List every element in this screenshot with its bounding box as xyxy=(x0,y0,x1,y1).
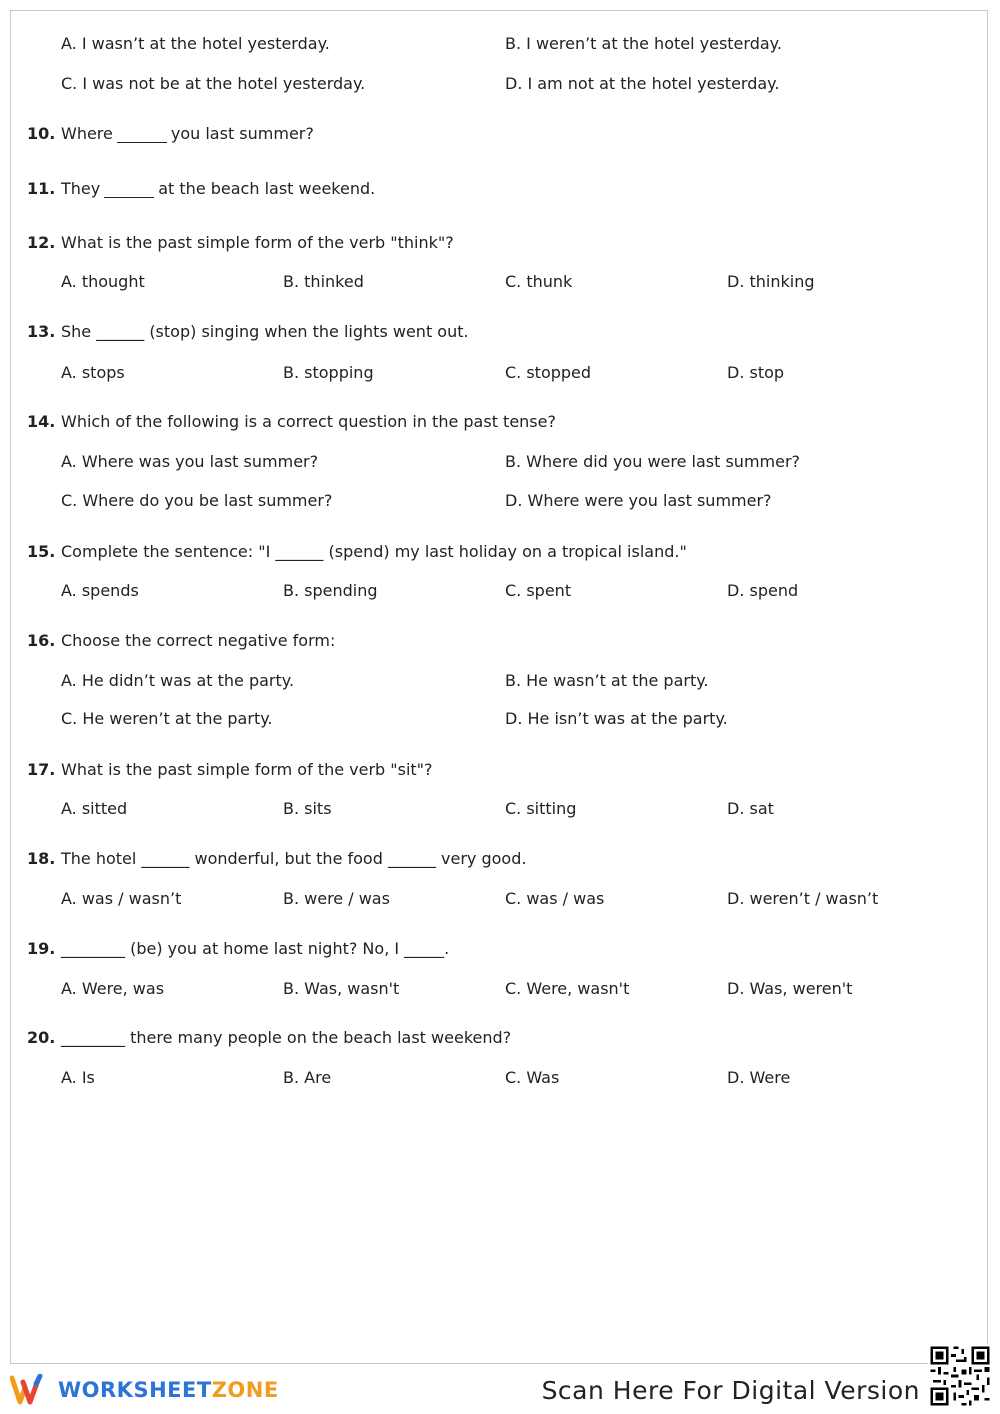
scan-here-label: Scan Here For Digital Version xyxy=(541,1376,920,1405)
worksheetzone-logo[interactable] xyxy=(10,1374,279,1406)
q18-option-a: A. was / wasn’t xyxy=(61,888,182,908)
question-number: 14. xyxy=(27,411,56,431)
q20-option-a: A. Is xyxy=(61,1067,95,1087)
q14-option-d: D. Where were you last summer? xyxy=(505,490,772,510)
q14-option-b: B. Where did you were last summer? xyxy=(505,451,801,471)
question-number: 15. xyxy=(27,541,56,561)
q12-option-b: B. thinked xyxy=(283,271,364,291)
question-text-before: Where xyxy=(61,123,113,143)
q12-option-d: D. thinking xyxy=(727,271,815,291)
question-text: The hotel ______ wonderful, but the food ______ very good. xyxy=(61,848,527,868)
question-number: 10. xyxy=(27,123,56,143)
q15-option-d: D. spend xyxy=(727,580,799,600)
question-19 xyxy=(27,936,449,960)
q9-options-row-1 xyxy=(11,31,987,55)
answer-blank[interactable] xyxy=(104,197,154,198)
q18-option-c: C. was / was xyxy=(505,888,605,908)
question-number: 18. xyxy=(27,848,56,868)
q18-option-d: D. weren’t / wasn’t xyxy=(727,888,879,908)
question-text: ________ there many people on the beach last weekend? xyxy=(61,1027,512,1047)
q18-option-b: B. were / was xyxy=(283,888,390,908)
q13-option-b: B. stopping xyxy=(283,362,374,382)
w-logo-icon xyxy=(10,1374,50,1406)
q17-options xyxy=(11,796,987,820)
page-footer xyxy=(0,1366,1000,1414)
q9-option-a: A. I wasn’t at the hotel yesterday. xyxy=(61,33,330,53)
question-17 xyxy=(27,757,433,781)
q9-options-row-2 xyxy=(11,71,987,95)
q13-option-d: D. stop xyxy=(727,362,785,382)
q9-option-b: B. I weren’t at the hotel yesterday. xyxy=(505,33,782,53)
q20-option-b: B. Are xyxy=(283,1067,332,1087)
question-number: 20. xyxy=(27,1027,56,1047)
question-20 xyxy=(27,1025,511,1049)
answer-blank[interactable] xyxy=(117,142,167,143)
q19-option-d: D. Was, weren't xyxy=(727,978,853,998)
q14-option-c: C. Where do you be last summer? xyxy=(61,490,333,510)
q19-option-c: C. Were, wasn't xyxy=(505,978,630,998)
q17-option-b: B. sits xyxy=(283,798,332,818)
qr-code-icon[interactable] xyxy=(928,1344,992,1408)
question-text: She ______ (stop) singing when the lights went out. xyxy=(61,321,469,341)
q9-option-d: D. I am not at the hotel yesterday. xyxy=(505,73,780,93)
q15-option-c: C. spent xyxy=(505,580,572,600)
q13-option-c: C. stopped xyxy=(505,362,592,382)
question-text: Which of the following is a correct question in the past tense? xyxy=(61,411,556,431)
question-number: 11. xyxy=(27,178,56,198)
q18-options xyxy=(11,886,987,910)
q12-option-c: C. thunk xyxy=(505,271,573,291)
q17-option-d: D. sat xyxy=(727,798,774,818)
logo-text-worksheet: WORKSHEET xyxy=(58,1378,212,1402)
question-text: Choose the correct negative form: xyxy=(61,630,336,650)
q16-options-row-1 xyxy=(11,668,987,692)
q20-options xyxy=(11,1065,987,1089)
q9-option-c: C. I was not be at the hotel yesterday. xyxy=(61,73,366,93)
q19-option-b: B. Was, wasn't xyxy=(283,978,400,998)
question-18 xyxy=(27,846,526,870)
worksheet-page xyxy=(10,10,988,1364)
q15-option-a: A. spends xyxy=(61,580,139,600)
q15-options xyxy=(11,578,987,602)
question-number: 13. xyxy=(27,321,56,341)
q16-option-d: D. He isn’t was at the party. xyxy=(505,708,728,728)
question-11 xyxy=(27,176,375,200)
q19-options xyxy=(11,976,987,1000)
question-12 xyxy=(27,230,454,254)
q16-option-b: B. He wasn’t at the party. xyxy=(505,670,709,690)
question-14 xyxy=(27,409,556,433)
question-text: ________ (be) you at home last night? No, I _____. xyxy=(61,938,450,958)
q13-option-a: A. stops xyxy=(61,362,125,382)
q14-options-row-2 xyxy=(11,488,987,512)
q12-options xyxy=(11,269,987,293)
question-text: Complete the sentence: "I ______ (spend) my last holiday on a tropical island." xyxy=(61,541,687,561)
q20-option-d: D. Were xyxy=(727,1067,791,1087)
q17-option-a: A. sitted xyxy=(61,798,128,818)
question-number: 19. xyxy=(27,938,56,958)
question-number: 16. xyxy=(27,630,56,650)
q12-option-a: A. thought xyxy=(61,271,145,291)
q16-option-c: C. He weren’t at the party. xyxy=(61,708,273,728)
question-text-before: They xyxy=(61,178,101,198)
question-text-after: you last summer? xyxy=(170,123,314,143)
q20-option-c: C. Was xyxy=(505,1067,560,1087)
q15-option-b: B. spending xyxy=(283,580,378,600)
question-13 xyxy=(27,319,469,343)
logo-text-zone: ZONE xyxy=(211,1378,279,1402)
q14-options-row-1 xyxy=(11,449,987,473)
q14-option-a: A. Where was you last summer? xyxy=(61,451,319,471)
q13-options xyxy=(11,360,987,384)
question-number: 17. xyxy=(27,759,56,779)
question-text: What is the past simple form of the verb "sit"? xyxy=(61,759,433,779)
q17-option-c: C. sitting xyxy=(505,798,577,818)
q16-option-a: A. He didn’t was at the party. xyxy=(61,670,295,690)
question-16 xyxy=(27,628,335,652)
question-number: 12. xyxy=(27,232,56,252)
q16-options-row-2 xyxy=(11,706,987,730)
question-15 xyxy=(27,539,687,563)
q19-option-a: A. Were, was xyxy=(61,978,165,998)
question-text-after: at the beach last weekend. xyxy=(158,178,376,198)
question-text: What is the past simple form of the verb "think"? xyxy=(61,232,454,252)
question-10 xyxy=(27,121,314,145)
